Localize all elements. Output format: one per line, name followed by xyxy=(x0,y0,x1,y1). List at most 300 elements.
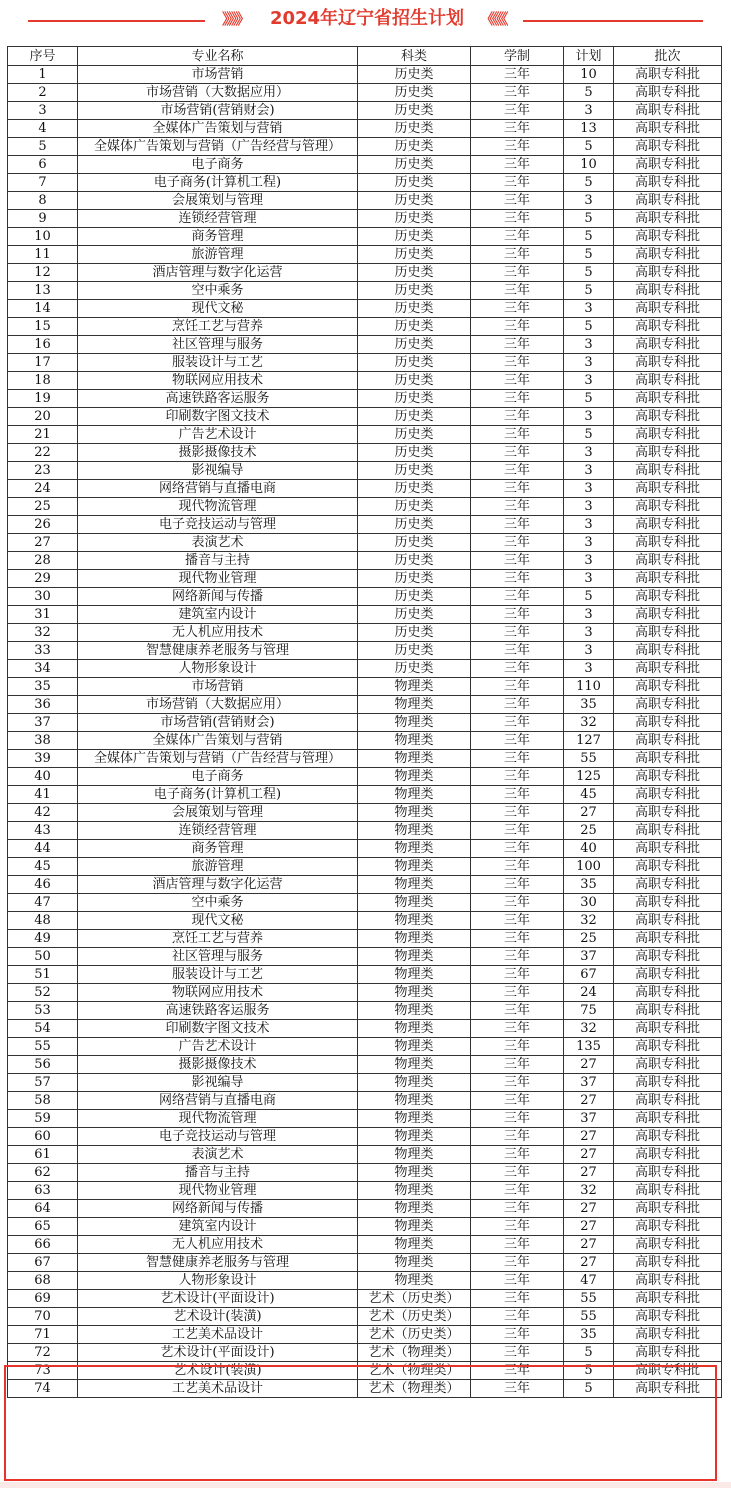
table-row xyxy=(8,264,722,282)
cell-batch: 高职专科批 xyxy=(614,1344,722,1362)
cell-category: 物理类 xyxy=(358,786,471,804)
cell-batch: 高职专科批 xyxy=(614,1326,722,1344)
cell-major-name: 市场营销(营销财会) xyxy=(78,102,358,120)
cell-major-name: 现代物业管理 xyxy=(78,1182,358,1200)
cell-batch: 高职专科批 xyxy=(614,930,722,948)
cell-category: 艺术（历史类） xyxy=(358,1326,471,1344)
table-row xyxy=(8,1308,722,1326)
cell-plan: 5 xyxy=(564,210,614,228)
cell-category: 物理类 xyxy=(358,858,471,876)
table-row xyxy=(8,840,722,858)
cell-plan: 3 xyxy=(564,624,614,642)
cell-category: 物理类 xyxy=(358,1254,471,1272)
table-row xyxy=(8,1182,722,1200)
table-header-row xyxy=(8,47,722,66)
cell-category: 历史类 xyxy=(358,138,471,156)
cell-major-name: 印刷数字图文技术 xyxy=(78,408,358,426)
cell-plan: 5 xyxy=(564,84,614,102)
cell-batch: 高职专科批 xyxy=(614,498,722,516)
cell-batch: 高职专科批 xyxy=(614,1308,722,1326)
table-row xyxy=(8,1380,722,1398)
cell-batch: 高职专科批 xyxy=(614,966,722,984)
table-row xyxy=(8,462,722,480)
cell-category: 艺术（物理类） xyxy=(358,1344,471,1362)
table-row xyxy=(8,246,722,264)
cell-duration: 三年 xyxy=(471,498,564,516)
table-row xyxy=(8,804,722,822)
cell-duration: 三年 xyxy=(471,1038,564,1056)
cell-plan: 27 xyxy=(564,1254,614,1272)
cell-major-name: 市场营销(营销财会) xyxy=(78,714,358,732)
cell-duration: 三年 xyxy=(471,1380,564,1398)
table-row xyxy=(8,1362,722,1380)
cell-plan: 3 xyxy=(564,552,614,570)
table-row xyxy=(8,768,722,786)
cell-major-name: 艺术设计(装潢) xyxy=(78,1362,358,1380)
table-row xyxy=(8,696,722,714)
cell-index: 67 xyxy=(8,1254,78,1272)
cell-plan: 3 xyxy=(564,642,614,660)
cell-category: 物理类 xyxy=(358,678,471,696)
cell-index: 34 xyxy=(8,660,78,678)
cell-index: 9 xyxy=(8,210,78,228)
table-row xyxy=(8,570,722,588)
cell-batch: 高职专科批 xyxy=(614,894,722,912)
cell-category: 物理类 xyxy=(358,1092,471,1110)
cell-plan: 3 xyxy=(564,372,614,390)
cell-batch: 高职专科批 xyxy=(614,318,722,336)
cell-duration: 三年 xyxy=(471,966,564,984)
cell-category: 物理类 xyxy=(358,948,471,966)
cell-plan: 5 xyxy=(564,246,614,264)
table-row xyxy=(8,1110,722,1128)
cell-index: 13 xyxy=(8,282,78,300)
cell-index: 20 xyxy=(8,408,78,426)
table-row xyxy=(8,642,722,660)
cell-plan: 32 xyxy=(564,714,614,732)
cell-category: 历史类 xyxy=(358,246,471,264)
cell-major-name: 网络营销与直播电商 xyxy=(78,480,358,498)
cell-duration: 三年 xyxy=(471,174,564,192)
cell-major-name: 智慧健康养老服务与管理 xyxy=(78,1254,358,1272)
cell-major-name: 市场营销 xyxy=(78,66,358,84)
cell-category: 艺术（物理类） xyxy=(358,1380,471,1398)
cell-category: 物理类 xyxy=(358,1218,471,1236)
table-row xyxy=(8,588,722,606)
cell-major-name: 物联网应用技术 xyxy=(78,372,358,390)
table-row xyxy=(8,1236,722,1254)
cell-duration: 三年 xyxy=(471,408,564,426)
cell-duration: 三年 xyxy=(471,1308,564,1326)
cell-batch: 高职专科批 xyxy=(614,750,722,768)
table-body xyxy=(8,66,722,1398)
cell-duration: 三年 xyxy=(471,1182,564,1200)
cell-index: 14 xyxy=(8,300,78,318)
cell-category: 物理类 xyxy=(358,1110,471,1128)
cell-category: 物理类 xyxy=(358,1146,471,1164)
cell-category: 物理类 xyxy=(358,1200,471,1218)
cell-duration: 三年 xyxy=(471,228,564,246)
table-row xyxy=(8,1074,722,1092)
cell-major-name: 电子商务 xyxy=(78,768,358,786)
cell-plan: 27 xyxy=(564,1218,614,1236)
cell-plan: 55 xyxy=(564,1308,614,1326)
cell-duration: 三年 xyxy=(471,696,564,714)
cell-index: 29 xyxy=(8,570,78,588)
cell-plan: 5 xyxy=(564,138,614,156)
cell-major-name: 影视编导 xyxy=(78,1074,358,1092)
cell-batch: 高职专科批 xyxy=(614,84,722,102)
cell-batch: 高职专科批 xyxy=(614,606,722,624)
cell-major-name: 烹饪工艺与营养 xyxy=(78,930,358,948)
cell-major-name: 全媒体广告策划与营销（广告经营与管理） xyxy=(78,138,358,156)
cell-batch: 高职专科批 xyxy=(614,714,722,732)
title-divider-right xyxy=(523,20,703,22)
cell-duration: 三年 xyxy=(471,1236,564,1254)
cell-major-name: 空中乘务 xyxy=(78,894,358,912)
cell-index: 52 xyxy=(8,984,78,1002)
cell-duration: 三年 xyxy=(471,912,564,930)
cell-batch: 高职专科批 xyxy=(614,570,722,588)
cell-plan: 27 xyxy=(564,1092,614,1110)
cell-category: 历史类 xyxy=(358,354,471,372)
title-divider-left xyxy=(28,20,205,22)
cell-plan: 110 xyxy=(564,678,614,696)
cell-index: 58 xyxy=(8,1092,78,1110)
cell-index: 73 xyxy=(8,1362,78,1380)
cell-index: 19 xyxy=(8,390,78,408)
cell-index: 43 xyxy=(8,822,78,840)
cell-category: 历史类 xyxy=(358,120,471,138)
cell-plan: 27 xyxy=(564,1056,614,1074)
cell-batch: 高职专科批 xyxy=(614,678,722,696)
cell-batch: 高职专科批 xyxy=(614,534,722,552)
cell-batch: 高职专科批 xyxy=(614,1236,722,1254)
cell-major-name: 现代物流管理 xyxy=(78,498,358,516)
table-row xyxy=(8,228,722,246)
table-row xyxy=(8,426,722,444)
cell-batch: 高职专科批 xyxy=(614,1128,722,1146)
cell-duration: 三年 xyxy=(471,390,564,408)
cell-category: 艺术（历史类） xyxy=(358,1290,471,1308)
cell-index: 24 xyxy=(8,480,78,498)
cell-category: 历史类 xyxy=(358,66,471,84)
cell-index: 10 xyxy=(8,228,78,246)
cell-duration: 三年 xyxy=(471,1290,564,1308)
cell-index: 27 xyxy=(8,534,78,552)
cell-plan: 127 xyxy=(564,732,614,750)
cell-category: 历史类 xyxy=(358,570,471,588)
table-row xyxy=(8,480,722,498)
cell-plan: 5 xyxy=(564,264,614,282)
cell-category: 历史类 xyxy=(358,84,471,102)
cell-index: 55 xyxy=(8,1038,78,1056)
cell-duration: 三年 xyxy=(471,156,564,174)
cell-index: 7 xyxy=(8,174,78,192)
cell-batch: 高职专科批 xyxy=(614,354,722,372)
table-row xyxy=(8,966,722,984)
cell-duration: 三年 xyxy=(471,858,564,876)
header-plan: 计划 xyxy=(564,47,614,66)
cell-duration: 三年 xyxy=(471,1020,564,1038)
cell-index: 64 xyxy=(8,1200,78,1218)
cell-index: 33 xyxy=(8,642,78,660)
bottom-strip xyxy=(0,1482,731,1488)
cell-category: 历史类 xyxy=(358,102,471,120)
cell-index: 30 xyxy=(8,588,78,606)
table-row xyxy=(8,552,722,570)
cell-major-name: 电子商务(计算机工程) xyxy=(78,174,358,192)
cell-category: 物理类 xyxy=(358,1056,471,1074)
title-bar xyxy=(0,0,731,40)
cell-duration: 三年 xyxy=(471,1074,564,1092)
cell-plan: 5 xyxy=(564,588,614,606)
cell-major-name: 现代物流管理 xyxy=(78,1110,358,1128)
header-duration: 学制 xyxy=(471,47,564,66)
cell-plan: 10 xyxy=(564,156,614,174)
cell-index: 2 xyxy=(8,84,78,102)
cell-duration: 三年 xyxy=(471,1128,564,1146)
table-row xyxy=(8,516,722,534)
cell-major-name: 现代文秘 xyxy=(78,300,358,318)
cell-major-name: 全媒体广告策划与营销（广告经营与管理） xyxy=(78,750,358,768)
table-row xyxy=(8,822,722,840)
cell-major-name: 现代物业管理 xyxy=(78,570,358,588)
cell-plan: 27 xyxy=(564,1200,614,1218)
cell-category: 历史类 xyxy=(358,534,471,552)
cell-plan: 5 xyxy=(564,1380,614,1398)
cell-duration: 三年 xyxy=(471,1272,564,1290)
cell-duration: 三年 xyxy=(471,1056,564,1074)
table-row xyxy=(8,174,722,192)
cell-major-name: 摄影摄像技术 xyxy=(78,444,358,462)
cell-index: 71 xyxy=(8,1326,78,1344)
cell-index: 11 xyxy=(8,246,78,264)
cell-category: 历史类 xyxy=(358,480,471,498)
cell-plan: 5 xyxy=(564,282,614,300)
cell-duration: 三年 xyxy=(471,642,564,660)
cell-plan: 37 xyxy=(564,1110,614,1128)
cell-duration: 三年 xyxy=(471,372,564,390)
cell-index: 66 xyxy=(8,1236,78,1254)
table-row xyxy=(8,1056,722,1074)
cell-category: 历史类 xyxy=(358,192,471,210)
cell-batch: 高职专科批 xyxy=(614,1272,722,1290)
cell-plan: 3 xyxy=(564,102,614,120)
cell-major-name: 酒店管理与数字化运营 xyxy=(78,876,358,894)
page-title: 2024年辽宁省招生计划 xyxy=(269,8,465,29)
cell-plan: 37 xyxy=(564,948,614,966)
table-row xyxy=(8,354,722,372)
cell-duration: 三年 xyxy=(471,264,564,282)
cell-plan: 3 xyxy=(564,300,614,318)
cell-category: 历史类 xyxy=(358,606,471,624)
table-row xyxy=(8,660,722,678)
table-row xyxy=(8,1200,722,1218)
cell-index: 23 xyxy=(8,462,78,480)
cell-batch: 高职专科批 xyxy=(614,1110,722,1128)
table-row xyxy=(8,1146,722,1164)
cell-index: 59 xyxy=(8,1110,78,1128)
cell-index: 45 xyxy=(8,858,78,876)
cell-major-name: 电子商务(计算机工程) xyxy=(78,786,358,804)
cell-batch: 高职专科批 xyxy=(614,228,722,246)
cell-duration: 三年 xyxy=(471,1092,564,1110)
cell-plan: 10 xyxy=(564,66,614,84)
cell-category: 历史类 xyxy=(358,588,471,606)
cell-plan: 3 xyxy=(564,570,614,588)
cell-major-name: 全媒体广告策划与营销 xyxy=(78,732,358,750)
table-row xyxy=(8,1254,722,1272)
cell-plan: 3 xyxy=(564,408,614,426)
cell-plan: 67 xyxy=(564,966,614,984)
cell-major-name: 表演艺术 xyxy=(78,1146,358,1164)
cell-index: 50 xyxy=(8,948,78,966)
cell-batch: 高职专科批 xyxy=(614,1002,722,1020)
table-row xyxy=(8,1038,722,1056)
cell-major-name: 智慧健康养老服务与管理 xyxy=(78,642,358,660)
cell-duration: 三年 xyxy=(471,552,564,570)
cell-index: 69 xyxy=(8,1290,78,1308)
cell-index: 63 xyxy=(8,1182,78,1200)
cell-plan: 27 xyxy=(564,1236,614,1254)
cell-duration: 三年 xyxy=(471,480,564,498)
table-row xyxy=(8,210,722,228)
cell-plan: 100 xyxy=(564,858,614,876)
cell-plan: 3 xyxy=(564,192,614,210)
cell-category: 物理类 xyxy=(358,696,471,714)
cell-batch: 高职专科批 xyxy=(614,156,722,174)
cell-duration: 三年 xyxy=(471,714,564,732)
cell-duration: 三年 xyxy=(471,1254,564,1272)
cell-batch: 高职专科批 xyxy=(614,390,722,408)
cell-batch: 高职专科批 xyxy=(614,66,722,84)
table-row xyxy=(8,1128,722,1146)
cell-major-name: 广告艺术设计 xyxy=(78,426,358,444)
cell-category: 物理类 xyxy=(358,876,471,894)
cell-category: 历史类 xyxy=(358,264,471,282)
cell-major-name: 酒店管理与数字化运营 xyxy=(78,264,358,282)
header-batch: 批次 xyxy=(614,47,722,66)
cell-plan: 25 xyxy=(564,930,614,948)
cell-batch: 高职专科批 xyxy=(614,1362,722,1380)
cell-index: 31 xyxy=(8,606,78,624)
chevron-left-decor-icon: 《《《《 xyxy=(480,10,506,28)
cell-plan: 5 xyxy=(564,1344,614,1362)
cell-index: 49 xyxy=(8,930,78,948)
cell-category: 物理类 xyxy=(358,1038,471,1056)
cell-major-name: 艺术设计(装潢) xyxy=(78,1308,358,1326)
table-row xyxy=(8,192,722,210)
cell-plan: 125 xyxy=(564,768,614,786)
cell-plan: 75 xyxy=(564,1002,614,1020)
table-row xyxy=(8,84,722,102)
cell-duration: 三年 xyxy=(471,840,564,858)
cell-batch: 高职专科批 xyxy=(614,282,722,300)
cell-batch: 高职专科批 xyxy=(614,1254,722,1272)
cell-index: 6 xyxy=(8,156,78,174)
cell-index: 22 xyxy=(8,444,78,462)
cell-major-name: 网络营销与直播电商 xyxy=(78,1092,358,1110)
cell-duration: 三年 xyxy=(471,138,564,156)
cell-category: 物理类 xyxy=(358,750,471,768)
cell-batch: 高职专科批 xyxy=(614,984,722,1002)
cell-batch: 高职专科批 xyxy=(614,1200,722,1218)
table-row xyxy=(8,408,722,426)
table-row xyxy=(8,300,722,318)
cell-batch: 高职专科批 xyxy=(614,876,722,894)
cell-category: 历史类 xyxy=(358,660,471,678)
cell-duration: 三年 xyxy=(471,444,564,462)
cell-major-name: 物联网应用技术 xyxy=(78,984,358,1002)
cell-batch: 高职专科批 xyxy=(614,768,722,786)
cell-batch: 高职专科批 xyxy=(614,102,722,120)
cell-major-name: 网络新闻与传播 xyxy=(78,588,358,606)
cell-major-name: 服装设计与工艺 xyxy=(78,354,358,372)
cell-category: 历史类 xyxy=(358,462,471,480)
cell-major-name: 无人机应用技术 xyxy=(78,1236,358,1254)
cell-plan: 3 xyxy=(564,480,614,498)
cell-plan: 3 xyxy=(564,606,614,624)
cell-major-name: 高速铁路客运服务 xyxy=(78,390,358,408)
cell-index: 4 xyxy=(8,120,78,138)
cell-major-name: 建筑室内设计 xyxy=(78,606,358,624)
cell-duration: 三年 xyxy=(471,660,564,678)
cell-plan: 40 xyxy=(564,840,614,858)
cell-batch: 高职专科批 xyxy=(614,588,722,606)
cell-plan: 5 xyxy=(564,426,614,444)
table-row xyxy=(8,282,722,300)
cell-duration: 三年 xyxy=(471,768,564,786)
cell-batch: 高职专科批 xyxy=(614,480,722,498)
cell-batch: 高职专科批 xyxy=(614,786,722,804)
cell-category: 物理类 xyxy=(358,1272,471,1290)
cell-index: 36 xyxy=(8,696,78,714)
cell-duration: 三年 xyxy=(471,426,564,444)
cell-duration: 三年 xyxy=(471,750,564,768)
cell-plan: 5 xyxy=(564,318,614,336)
cell-batch: 高职专科批 xyxy=(614,1038,722,1056)
cell-category: 历史类 xyxy=(358,228,471,246)
cell-plan: 3 xyxy=(564,444,614,462)
cell-plan: 3 xyxy=(564,660,614,678)
cell-duration: 三年 xyxy=(471,516,564,534)
cell-plan: 47 xyxy=(564,1272,614,1290)
cell-duration: 三年 xyxy=(471,120,564,138)
cell-index: 65 xyxy=(8,1218,78,1236)
cell-plan: 3 xyxy=(564,534,614,552)
cell-index: 41 xyxy=(8,786,78,804)
cell-batch: 高职专科批 xyxy=(614,210,722,228)
cell-duration: 三年 xyxy=(471,1146,564,1164)
cell-index: 32 xyxy=(8,624,78,642)
cell-index: 25 xyxy=(8,498,78,516)
cell-major-name: 现代文秘 xyxy=(78,912,358,930)
cell-batch: 高职专科批 xyxy=(614,660,722,678)
cell-plan: 55 xyxy=(564,1290,614,1308)
cell-plan: 37 xyxy=(564,1074,614,1092)
cell-duration: 三年 xyxy=(471,282,564,300)
cell-category: 历史类 xyxy=(358,516,471,534)
cell-batch: 高职专科批 xyxy=(614,120,722,138)
cell-batch: 高职专科批 xyxy=(614,192,722,210)
cell-duration: 三年 xyxy=(471,1002,564,1020)
cell-index: 47 xyxy=(8,894,78,912)
table-row xyxy=(8,678,722,696)
cell-major-name: 高速铁路客运服务 xyxy=(78,1002,358,1020)
cell-index: 38 xyxy=(8,732,78,750)
cell-index: 37 xyxy=(8,714,78,732)
